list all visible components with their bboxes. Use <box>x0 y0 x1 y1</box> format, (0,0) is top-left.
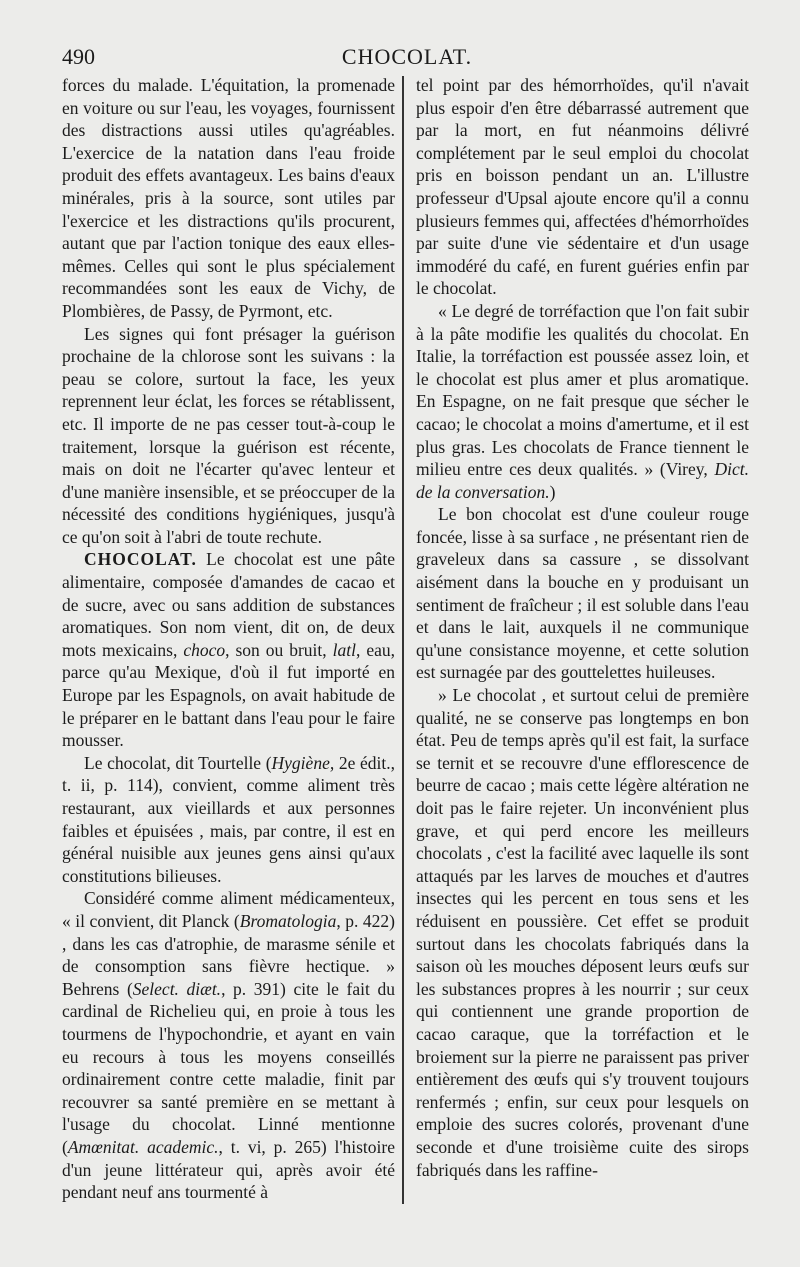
text-run: , t. vi, p. 265) l'histoire d'un jeune littérateur qui, après avoir été pendant neuf ans tourmenté à <box>62 1136 395 1203</box>
running-head: CHOCOLAT. <box>341 44 473 69</box>
text-run: , eau, parce qu'au Mexique, d'où il fut importé en Europe par les Espagnols, on avait habitude de le préparer en le battant dans l'eau pour le faire mousser. <box>62 639 395 751</box>
italic-term: latl <box>332 639 356 660</box>
paragraph: Les signes qui font présager la guérison prochaine de la chlorose sont les suivans : la peau se colore, surtout la face, les yeux reprennent leur éclat, les forces se rétablissent, etc. Il importe de ne pas cesser tout-à-coup le traitement, lorsque la guérison est récente, mais on doit ne l'écarter qu'avec lenteur et d'une manière insensible, et se préoccuper de la nécessité des conditions hygiéniques, jusqu'à ce qu'on soit à l'abri de toute rechute. <box>62 323 395 547</box>
italic-citation: Hygiène, <box>271 752 335 773</box>
text-run: 2e édit., t. ii, p. 114), convient, comme aliment très restaurant, aux vieillards et aux personnes faibles et épuisées , mais, par contre, il est en général nuisible aux jeunes gens ainsi qu'aux constitutions bilieuses. <box>62 752 395 886</box>
text-run: , p. 422) , dans les cas d'atrophie, de marasme sénile et de consomption sans fièvre hectique. » Behrens ( <box>62 910 395 999</box>
text-run: « Le degré de torréfaction que l'on fait subir à la pâte modifie les qualités du chocolat. En Italie, la torréfaction est poussée assez loin, et le chocolat est plus amer et plus aromatique. En Espagne, on ne fait presque que sécher le cacao; le chocolat a moins d'amertume, et il est plus gras. Les chocolats de France tiennent le milieu entre ces deux qualités. » (Virey, <box>416 300 749 480</box>
paragraph: forces du malade. L'équitation, la promenade en voiture ou sur l'eau, les voyages, fournissent des distractions aussi utiles qu'agréables. L'exercice de la natation dans l'eau froide produit des effets avantageux. Les bains d'eaux minérales, pris à la source, sont utiles par l'exercice et les distractions qu'ils procurent, autant que par l'action tonique des eaux elles-mêmes. Celles qui sont le plus spécialement recommandées sont les eaux de Vichy, de Plombières, de Passy, de Pyrmont, etc. <box>62 75 395 321</box>
paragraph <box>416 300 749 503</box>
column-divider <box>402 76 404 1204</box>
italic-citation: Bromatologia <box>239 910 337 931</box>
left-column <box>62 74 395 1204</box>
paragraph <box>62 752 395 888</box>
paragraph <box>62 887 395 1203</box>
right-column <box>416 74 749 1204</box>
italic-citation: Dict. de la conversation. <box>416 459 749 502</box>
paragraph: tel point par des hémorrhoïdes, qu'il n'avait plus espoir d'en être débarrassé autrement que par la mort, en fut néanmoins délivré complétement par le seul emploi du chocolat pris en boisson pendant un an. L'illustre professeur d'Upsal ajoute encore qu'il a connu plusieurs femmes qui, affectées d'hémorrhoïdes par suite d'une vie sédentaire et d'un usage immodéré du café, en furent guéries enfin par le chocolat. <box>416 75 749 299</box>
entry-chocolat <box>62 548 395 751</box>
paragraph: Le bon chocolat est d'une couleur rouge foncée, lisse à sa surface , ne présentant rien de graveleux dans sa cassure , se dissolvant aisément dans la bouche en y produisant un sentiment de fraîcheur ; il est soluble dans l'eau et dans le lait, auxquels il ne communique qu'une consistance moyenne, et cette solution est surnagée par des gouttelettes huileuses. <box>416 504 749 683</box>
text-run: Considéré comme aliment médicamenteux, « il convient, dit Planck ( <box>62 888 395 931</box>
entry-headword: CHOCOLAT. <box>84 549 197 570</box>
page-number: 490 <box>62 44 95 69</box>
italic-term: choco <box>183 639 226 660</box>
text-run: Le chocolat est une pâte alimentaire, composée d'amandes de cacao et de sucre, avec ou sans addition de substances aromatiques. Son nom vient, dit on, de deux mots mexicains, <box>62 549 395 660</box>
text-run: , p. 391) cite le fait du cardinal de Richelieu qui, en proie à tous les tourmens de l'hypochondrie, et ayant en vain eu recours à tous les moyens conseillés ordinairement contre cette maladie, finit par recouvrer sa santé première en se mettant à l'usage du chocolat. Linné mentionne ( <box>62 978 395 1157</box>
text-run: Le chocolat, dit Tourtelle ( <box>84 752 272 773</box>
italic-citation: Amœnitat. academic. <box>67 1136 219 1157</box>
page-header <box>62 44 752 72</box>
text-run: ) <box>549 481 556 502</box>
italic-citation: Select. diæt. <box>132 978 222 999</box>
text-run: , son ou bruit, <box>225 639 333 660</box>
paragraph: » Le chocolat , et surtout celui de première qualité, ne se conserve pas longtemps en bon état. Peu de temps après qu'il est fait, la surface se ternit et se recouvre d'une efflorescence de beurre de cacao ; mais cette légère altération ne doit pas le faire rejeter. Un inconvénient plus grave, et qui perd encore les meilleurs chocolats , c'est la facilité avec laquelle ils sont attaqués par les larves de mouches et d'autres insectes qui les percent en tous sens et les réduisent en poussière. Cet effet se produit surtout dans les chocolats fabriqués dans la saison où les mouches déposent leurs œufs sur les substances propres à les nourrir ; sur ceux qui contiennent une grande proportion de cacao caraque, que la torréfaction et le broiement sur la pierre ne paraissent pas priver entièrement des œufs qui s'y trouvent toujours renfermés ; enfin, sur ceux pour lesquels on emploie des sucres colorés, provenant d'une seconde et d'une troisième cuite des sirops fabriqués dans les raffine- <box>416 685 749 1180</box>
